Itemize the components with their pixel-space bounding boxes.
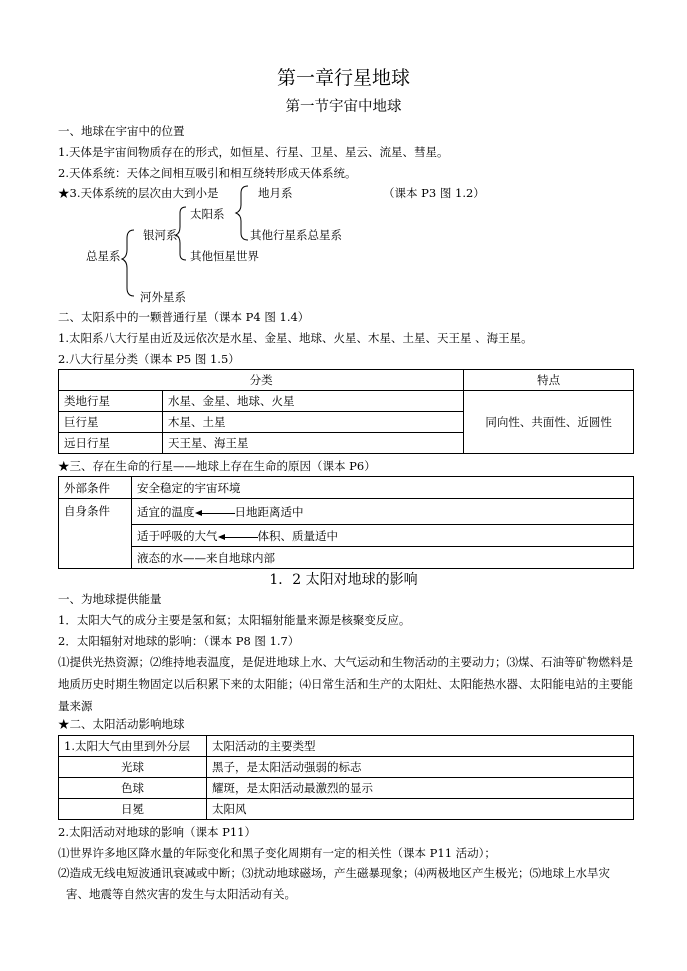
heading-solar-activity: ★二、太阳活动影响地球 <box>58 717 185 731</box>
text-sun-composition: 1．太阳大气的成分主要是氢和氦；太阳辐射能量来源是核聚变反应。 <box>58 613 411 627</box>
atmosphere-label: 适于呼吸的大气 <box>137 528 218 543</box>
planet-type: 类地行星 <box>59 391 163 412</box>
heading-position: 一、地球在宇宙中的位置 <box>58 124 185 138</box>
activity-header-layer: 1.太阳大气由里到外分层 <box>59 736 207 757</box>
node-universe: 总星系 <box>86 249 121 263</box>
node-other-stars: 其他恒星世界 <box>190 249 259 263</box>
activity-layer: 日冕 <box>59 799 207 820</box>
activity-header-type: 太阳活动的主要类型 <box>207 736 634 757</box>
diagram-reference: （课本 P3 图 1.2） <box>383 186 485 200</box>
value-atmosphere <box>132 525 634 547</box>
activity-type: 耀斑，是太阳活动最激烈的显示 <box>207 778 634 799</box>
node-milky-way: 银河系 <box>143 228 178 242</box>
table-row <box>59 391 634 412</box>
table-row <box>59 757 634 778</box>
activity-type: 太阳风 <box>207 799 634 820</box>
text-eight-planets: 1.太阳系八大行星由近及远依次是水星、金星、地球、火星、木星、土星、天王星 、海王星。 <box>58 331 533 345</box>
life-table <box>58 476 634 569</box>
planet-feature: 同向性、共面性、近圆性 <box>464 391 634 454</box>
text-impact-2: ⑵造成无线电短波通讯衰减或中断；⑶扰动地球磁场，产生磁暴现象；⑷两极地区产生极光；⑸地球上水旱灾 <box>58 866 610 880</box>
atmosphere-cause: 体积、质量适中 <box>257 528 338 543</box>
planet-members: 天王星、海王星 <box>163 433 464 454</box>
activity-layer: 色球 <box>59 778 207 799</box>
hierarchy-braces <box>0 0 687 320</box>
page-title: 第一章行星地球 <box>276 67 410 89</box>
label-self: 自身条件 <box>59 499 132 569</box>
activity-type: 黑子，是太阳活动强弱的标志 <box>207 757 634 778</box>
arrow-left-icon <box>218 532 258 542</box>
planet-type: 巨行星 <box>59 412 163 433</box>
planet-members: 木星、土星 <box>163 412 464 433</box>
text-system-levels: ★3.天体系统的层次由大到小是 <box>58 186 219 200</box>
text-impact-2-cont: 害、地震等自然灾害的发生与太阳活动有关。 <box>66 887 296 901</box>
node-earth-moon: 地月系 <box>258 186 293 200</box>
value-temperature <box>132 499 634 525</box>
text-radiation-impact: 2．太阳辐射对地球的影响：（课本 P8 图 1.7） <box>58 634 300 648</box>
section-title-1: 第一节宇宙中地球 <box>285 99 402 115</box>
text-celestial-system: 2.天体系统：天体之间相互吸引和相互绕转形成天体系统。 <box>58 166 357 180</box>
node-extragalactic: 河外星系 <box>140 290 186 304</box>
planet-table-header-class: 分类 <box>59 370 464 391</box>
section-title-2: 1．2 太阳对地球的影响 <box>269 572 418 588</box>
planet-table <box>58 369 634 454</box>
value-external: 安全稳定的宇宙环境 <box>132 477 634 499</box>
paragraph-radiation: ⑴提供光热资源；⑵维持地表温度，是促进地球上水、大气运动和生物活动的主要动力；⑶煤、石油等矿物燃料是地质历史时期生物固定以后积累下来的太阳能；⑷日常生活和生产的太阳灶、太阳能热水器、太阳能电站的主要能量来源 <box>58 655 633 713</box>
temperature-cause: 日地距离适中 <box>234 504 304 519</box>
heading-energy: 一、为地球提供能量 <box>58 592 162 606</box>
table-row <box>59 799 634 820</box>
node-other-planets: 其他行星系总星系 <box>250 228 342 242</box>
heading-solar-planet: 二、太阳系中的一颗普通行星（课本 P4 图 1.4） <box>58 310 310 324</box>
node-solar-system: 太阳系 <box>190 207 225 221</box>
planet-members: 水星、金星、地球、火星 <box>163 391 464 412</box>
label-external: 外部条件 <box>59 477 132 499</box>
value-water: 液态的水——来自地球内部 <box>132 547 634 569</box>
activity-layer: 光球 <box>59 757 207 778</box>
heading-life-planet: ★三、存在生命的行星——地球上存在生命的原因（课本 P6） <box>58 459 376 473</box>
text-activity-impact: 2.太阳活动对地球的影响（课本 P11） <box>58 825 256 839</box>
planet-table-header-feature: 特点 <box>464 370 634 391</box>
text-planet-classification: 2.八大行星分类（课本 P5 图 1.5） <box>58 352 240 366</box>
table-row <box>59 778 634 799</box>
activity-table <box>58 735 634 820</box>
planet-type: 远日行星 <box>59 433 163 454</box>
arrow-left-icon <box>195 508 235 518</box>
text-celestial-bodies: 1.天体是宇宙间物质存在的形式，如恒星、行星、卫星、星云、流星、彗星。 <box>58 145 449 159</box>
text-impact-1: ⑴世界许多地区降水量的年际变化和黑子变化周期有一定的相关性（课本 P11 活动）； <box>58 846 496 860</box>
temperature-label: 适宜的温度 <box>137 504 195 519</box>
